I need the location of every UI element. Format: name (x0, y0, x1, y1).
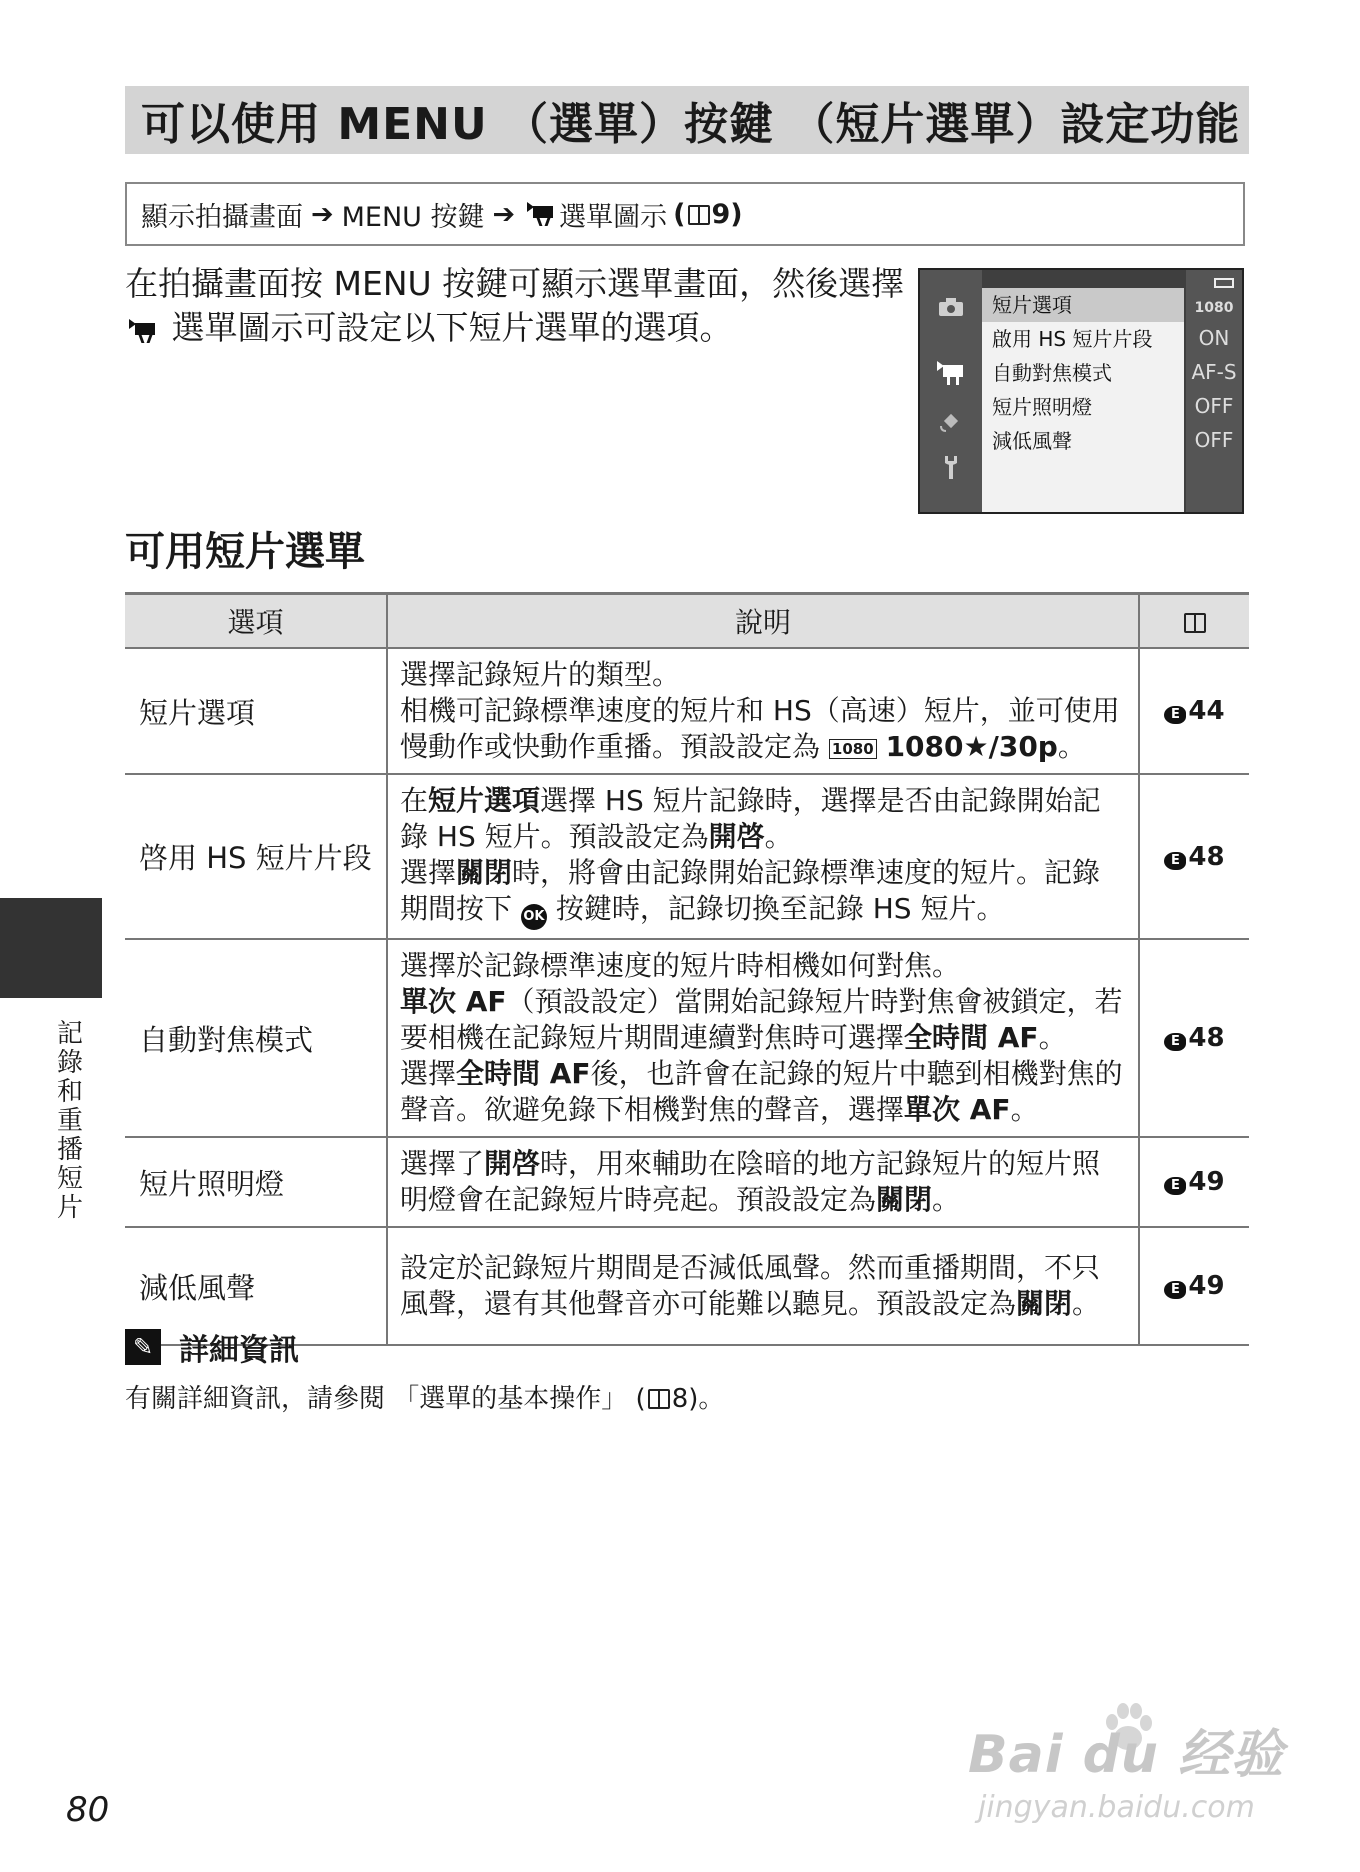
movie-icon (934, 358, 968, 388)
reference-section-icon: E (1164, 1177, 1186, 1195)
camera-menu-value: 1080 (1194, 300, 1234, 316)
movie-resolution-icon: 1080 (829, 739, 877, 759)
satellite-icon (934, 406, 968, 436)
reference-section-icon: E (1164, 1033, 1186, 1051)
battery-icon (1214, 278, 1234, 288)
camera-menu-list (982, 288, 1184, 512)
wrench-icon (934, 452, 968, 482)
reference-section-icon: E (1164, 852, 1186, 870)
option-name: 減低風聲 (125, 1227, 387, 1345)
camera-menu-screen (918, 268, 1244, 514)
camera-menu-item: 啟用 HS 短片片段 (992, 327, 1153, 351)
book-icon (688, 205, 710, 225)
column-header-option: 選項 (125, 594, 387, 649)
page-number: 80 (66, 1790, 110, 1830)
intro-text (125, 262, 905, 350)
option-description: 在短片選項選擇 HS 短片記錄時，選擇是否由記錄開始記錄 HS 短片。預設設定為開啓。 選擇關閉時，將會由記錄開始記錄標準速度的短片。記錄期間按下 OK 按鍵時，記錄切換至記錄 HS 短片。 (387, 774, 1139, 939)
camera-icon (934, 292, 968, 322)
nav-step-menu-button: MENU 按鍵 (341, 201, 485, 233)
option-description: 選擇了開啓時，用來輔助在陰暗的地方記錄短片的短片照明燈會在記錄短片時亮起。預設設定為關閉。 (387, 1137, 1139, 1227)
option-name: 短片選項 (125, 648, 387, 774)
nav-step-menu-icon: 選單圖示 (559, 201, 668, 233)
nav-step-shooting-screen: 顯示拍攝畫面 (141, 201, 303, 233)
column-header-description: 說明 (387, 594, 1139, 649)
page-reference: ( 9) (673, 198, 743, 230)
note-pencil-icon: ✎ (125, 1329, 161, 1365)
navigation-path (125, 182, 1245, 246)
arrow-icon: ➔ (311, 198, 334, 230)
page-title-bar (125, 86, 1249, 154)
option-reference: E 48 (1139, 774, 1249, 939)
table-header-row (125, 594, 1249, 649)
camera-menu-item: 短片選項 (982, 288, 1184, 322)
book-icon (1184, 613, 1206, 633)
camera-value-column (1186, 270, 1242, 512)
watermark-url: jingyan.baidu.com (978, 1790, 1255, 1825)
note-heading (125, 1325, 299, 1369)
intro-line-2: 選單圖示可設定以下短片選單的選項。 (125, 306, 905, 350)
option-description: 選擇記錄短片的類型。 相機可記錄標準速度的短片和 HS（高速）短片，並可使用慢動作或快動作重播。預設設定為 1080 1080★/30p。 (387, 648, 1139, 774)
reference-section-icon: E (1164, 1281, 1186, 1299)
option-name: 自動對焦模式 (125, 939, 387, 1137)
note-body: 有關詳細資訊，請參閱 「選單的基本操作」 ( 8)。 (125, 1384, 725, 1414)
chapter-side-label: 記 錄 和 重 播 短 片 (56, 1019, 83, 1223)
note-title: 詳細資訊 (179, 1333, 299, 1368)
option-reference: E 44 (1139, 648, 1249, 774)
table-row (125, 939, 1249, 1137)
column-header-reference (1139, 594, 1249, 649)
camera-menu-item: 短片照明燈 (992, 395, 1092, 419)
movie-menu-icon (129, 319, 157, 343)
camera-menu-value: ON (1198, 326, 1230, 350)
table-row (125, 648, 1249, 774)
menu-tab-column (920, 270, 982, 512)
camera-menu-value: AF-S (1191, 360, 1237, 384)
camera-menu-value: OFF (1194, 428, 1234, 452)
option-description: 設定於記錄短片期間是否減低風聲。然而重播期間，不只風聲，還有其他聲音亦可能難以聽見。預設設定為關閉。 (387, 1227, 1139, 1345)
page-title: 可以使用 MENU （選單）按鍵 （短片選單）設定功能 (141, 99, 1241, 150)
option-reference: E 49 (1139, 1137, 1249, 1227)
reference-section-icon: E (1164, 706, 1186, 724)
option-name: 啓用 HS 短片片段 (125, 774, 387, 939)
table-row (125, 1137, 1249, 1227)
camera-menu-item: 自動對焦模式 (992, 361, 1112, 385)
intro-line-1: 在拍攝畫面按 MENU 按鍵可顯示選單畫面，然後選擇 (125, 264, 905, 303)
ok-button-icon: OK (521, 904, 547, 930)
book-icon (648, 1389, 670, 1409)
option-description: 選擇於記錄標準速度的短片時相機如何對焦。 單次 AF（預設設定）當開始記錄短片時對焦會被鎖定，若要相機在記錄短片期間連續對焦時可選擇全時間 AF。 選擇全時間 AF後，也許會在記錄的短片中聽到相機對焦的聲音。欲避免錄下相機對焦的聲音，選擇單次 AF。 (387, 939, 1139, 1137)
option-reference: E 49 (1139, 1227, 1249, 1345)
table-row (125, 774, 1249, 939)
section-title: 可用短片選單 (125, 529, 365, 575)
camera-menu-value: OFF (1194, 394, 1234, 418)
option-name: 短片照明燈 (125, 1137, 387, 1227)
chapter-tab-marker (0, 898, 102, 998)
movie-menu-icon (527, 202, 555, 226)
options-table (125, 592, 1249, 1346)
watermark-brand: Bai du 经验 (968, 1725, 1284, 1785)
arrow-icon: ➔ (492, 198, 516, 230)
option-reference: E 48 (1139, 939, 1249, 1137)
camera-menu-item: 減低風聲 (992, 429, 1072, 453)
